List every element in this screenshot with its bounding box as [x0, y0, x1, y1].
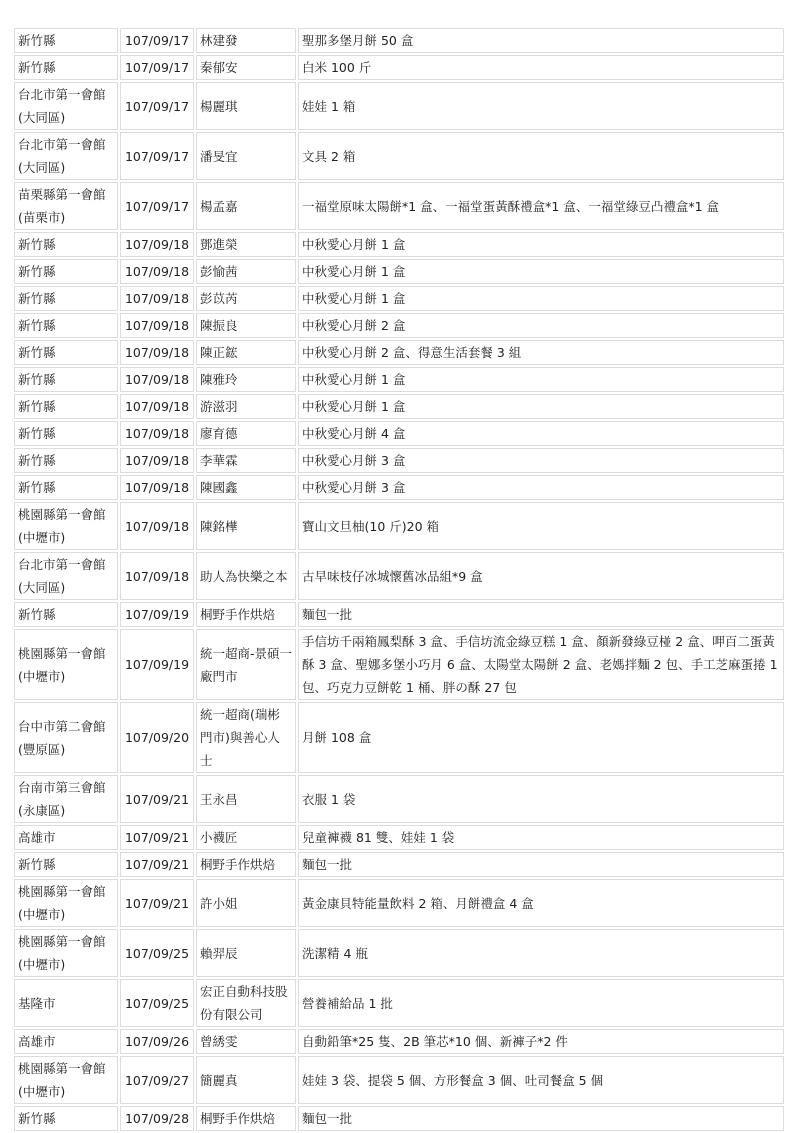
cell-organization: 新竹縣	[14, 602, 118, 627]
cell-date: 107/09/18	[120, 552, 194, 600]
cell-donor: 桐野手作烘焙	[196, 852, 296, 877]
donation-table	[12, 26, 786, 1133]
donation-table-body	[14, 28, 784, 1131]
cell-organization: 桃園縣第一會館(中壢市)	[14, 629, 118, 700]
cell-donor: 宏正自動科技股份有限公司	[196, 979, 296, 1027]
cell-items: 麵包一批	[298, 852, 784, 877]
table-row	[14, 28, 784, 53]
cell-date: 107/09/17	[120, 28, 194, 53]
cell-date: 107/09/18	[120, 394, 194, 419]
cell-donor: 秦郁安	[196, 55, 296, 80]
table-row	[14, 259, 784, 284]
cell-donor: 陳國鑫	[196, 475, 296, 500]
cell-date: 107/09/18	[120, 286, 194, 311]
table-row	[14, 313, 784, 338]
cell-items: 中秋愛心月餅 2 盒	[298, 313, 784, 338]
cell-date: 107/09/19	[120, 602, 194, 627]
cell-items: 寶山文旦柚(10 斤)20 箱	[298, 502, 784, 550]
cell-items: 兒童褲襪 81 雙、娃娃 1 袋	[298, 825, 784, 850]
table-row	[14, 825, 784, 850]
cell-donor: 楊麗琪	[196, 82, 296, 130]
cell-donor: 陳正鋐	[196, 340, 296, 365]
cell-organization: 桃園縣第一會館(中壢市)	[14, 502, 118, 550]
cell-organization: 新竹縣	[14, 286, 118, 311]
cell-items: 營養補給品 1 批	[298, 979, 784, 1027]
cell-donor: 助人為快樂之本	[196, 552, 296, 600]
cell-date: 107/09/18	[120, 475, 194, 500]
table-row	[14, 552, 784, 600]
cell-donor: 許小姐	[196, 879, 296, 927]
cell-donor: 游滋羽	[196, 394, 296, 419]
cell-items: 中秋愛心月餅 1 盒	[298, 394, 784, 419]
cell-date: 107/09/21	[120, 852, 194, 877]
table-row	[14, 1029, 784, 1054]
cell-organization: 桃園縣第一會館(中壢市)	[14, 929, 118, 977]
cell-date: 107/09/25	[120, 979, 194, 1027]
cell-date: 107/09/17	[120, 182, 194, 230]
table-row	[14, 55, 784, 80]
cell-donor: 桐野手作烘焙	[196, 1106, 296, 1131]
cell-date: 107/09/18	[120, 259, 194, 284]
cell-organization: 新竹縣	[14, 367, 118, 392]
cell-items: 手信坊千兩箱鳳梨酥 3 盒、手信坊流金綠豆糕 1 盒、顏新發綠豆椪 2 盒、呷百二蛋黃酥 3 盒、聖娜多堡小巧月 6 盒、太陽堂太陽餅 2 盒、老媽拌麵 2 包、手工芝麻蛋捲 1 包、巧克力豆餅乾 1 桶、胖の酥 27 包	[298, 629, 784, 700]
cell-organization: 新竹縣	[14, 448, 118, 473]
cell-organization: 新竹縣	[14, 1106, 118, 1131]
cell-items: 衣服 1 袋	[298, 775, 784, 823]
cell-date: 107/09/17	[120, 132, 194, 180]
cell-donor: 桐野手作烘焙	[196, 602, 296, 627]
cell-items: 麵包一批	[298, 1106, 784, 1131]
cell-date: 107/09/18	[120, 448, 194, 473]
cell-donor: 統一超商-景碩一廠門市	[196, 629, 296, 700]
cell-organization: 高雄市	[14, 1029, 118, 1054]
cell-items: 麵包一批	[298, 602, 784, 627]
cell-items: 中秋愛心月餅 1 盒	[298, 367, 784, 392]
table-row	[14, 1056, 784, 1104]
cell-donor: 潘旻宜	[196, 132, 296, 180]
cell-date: 107/09/21	[120, 775, 194, 823]
cell-organization: 新竹縣	[14, 55, 118, 80]
table-row	[14, 475, 784, 500]
cell-organization: 新竹縣	[14, 340, 118, 365]
cell-date: 107/09/25	[120, 929, 194, 977]
table-row	[14, 132, 784, 180]
table-row	[14, 929, 784, 977]
cell-date: 107/09/18	[120, 367, 194, 392]
cell-date: 107/09/18	[120, 421, 194, 446]
cell-organization: 苗栗縣第一會館(苗栗市)	[14, 182, 118, 230]
cell-donor: 陳振良	[196, 313, 296, 338]
cell-items: 娃娃 3 袋、提袋 5 個、方形餐盒 3 個、吐司餐盒 5 個	[298, 1056, 784, 1104]
cell-organization: 新竹縣	[14, 232, 118, 257]
table-row	[14, 602, 784, 627]
cell-date: 107/09/21	[120, 825, 194, 850]
cell-donor: 統一超商(瑞彬門市)與善心人士	[196, 702, 296, 773]
table-row	[14, 775, 784, 823]
cell-date: 107/09/17	[120, 55, 194, 80]
cell-date: 107/09/18	[120, 232, 194, 257]
cell-donor: 楊孟嘉	[196, 182, 296, 230]
cell-donor: 鄧進榮	[196, 232, 296, 257]
cell-date: 107/09/18	[120, 340, 194, 365]
cell-date: 107/09/28	[120, 1106, 194, 1131]
table-row	[14, 182, 784, 230]
cell-items: 中秋愛心月餅 3 盒	[298, 448, 784, 473]
cell-donor: 彭苡芮	[196, 286, 296, 311]
table-row	[14, 448, 784, 473]
cell-organization: 新竹縣	[14, 394, 118, 419]
cell-organization: 高雄市	[14, 825, 118, 850]
cell-donor: 賴羿辰	[196, 929, 296, 977]
cell-donor: 陳銘樺	[196, 502, 296, 550]
cell-organization: 新竹縣	[14, 259, 118, 284]
cell-organization: 新竹縣	[14, 313, 118, 338]
cell-items: 中秋愛心月餅 4 盒	[298, 421, 784, 446]
cell-organization: 新竹縣	[14, 421, 118, 446]
cell-items: 中秋愛心月餅 1 盒	[298, 259, 784, 284]
table-row	[14, 702, 784, 773]
table-row	[14, 82, 784, 130]
table-row	[14, 879, 784, 927]
table-row	[14, 232, 784, 257]
cell-date: 107/09/27	[120, 1056, 194, 1104]
cell-organization: 台南市第三會館(永康區)	[14, 775, 118, 823]
cell-donor: 廖育德	[196, 421, 296, 446]
cell-organization: 台北市第一會館(大同區)	[14, 552, 118, 600]
cell-organization: 新竹縣	[14, 852, 118, 877]
cell-organization: 桃園縣第一會館(中壢市)	[14, 879, 118, 927]
cell-donor: 曾綉雯	[196, 1029, 296, 1054]
cell-items: 古早味枝仔冰城懷舊冰品組*9 盒	[298, 552, 784, 600]
cell-date: 107/09/26	[120, 1029, 194, 1054]
cell-items: 洗潔精 4 瓶	[298, 929, 784, 977]
table-row	[14, 1106, 784, 1131]
cell-donor: 小襪匠	[196, 825, 296, 850]
cell-items: 白米 100 斤	[298, 55, 784, 80]
table-row	[14, 852, 784, 877]
table-row	[14, 629, 784, 700]
cell-items: 月餅 108 盒	[298, 702, 784, 773]
cell-organization: 基隆市	[14, 979, 118, 1027]
cell-donor: 王永昌	[196, 775, 296, 823]
cell-donor: 簡麗真	[196, 1056, 296, 1104]
cell-date: 107/09/20	[120, 702, 194, 773]
cell-date: 107/09/18	[120, 313, 194, 338]
cell-date: 107/09/19	[120, 629, 194, 700]
cell-items: 中秋愛心月餅 1 盒	[298, 232, 784, 257]
table-row	[14, 979, 784, 1027]
cell-donor: 林建發	[196, 28, 296, 53]
cell-items: 自動鉛筆*25 隻、2B 筆芯*10 個、新褲子*2 件	[298, 1029, 784, 1054]
table-row	[14, 394, 784, 419]
cell-items: 中秋愛心月餅 2 盒、得意生活套餐 3 組	[298, 340, 784, 365]
table-row	[14, 421, 784, 446]
cell-organization: 台北市第一會館(大同區)	[14, 132, 118, 180]
cell-donor: 李華霖	[196, 448, 296, 473]
cell-organization: 台北市第一會館(大同區)	[14, 82, 118, 130]
cell-organization: 新竹縣	[14, 28, 118, 53]
table-row	[14, 367, 784, 392]
cell-organization: 桃園縣第一會館(中壢市)	[14, 1056, 118, 1104]
donation-table-container	[12, 26, 786, 1133]
cell-items: 文具 2 箱	[298, 132, 784, 180]
cell-organization: 台中市第二會館(豐原區)	[14, 702, 118, 773]
cell-items: 聖那多堡月餅 50 盒	[298, 28, 784, 53]
cell-items: 中秋愛心月餅 1 盒	[298, 286, 784, 311]
cell-donor: 彭愉茜	[196, 259, 296, 284]
cell-donor: 陳雅玲	[196, 367, 296, 392]
table-row	[14, 502, 784, 550]
cell-items: 一福堂原味太陽餅*1 盒、一福堂蛋黃酥禮盒*1 盒、一福堂綠豆凸禮盒*1 盒	[298, 182, 784, 230]
cell-organization: 新竹縣	[14, 475, 118, 500]
cell-date: 107/09/21	[120, 879, 194, 927]
cell-date: 107/09/17	[120, 82, 194, 130]
table-row	[14, 286, 784, 311]
cell-items: 黃金康貝特能量飲料 2 箱、月餅禮盒 4 盒	[298, 879, 784, 927]
cell-items: 娃娃 1 箱	[298, 82, 784, 130]
cell-items: 中秋愛心月餅 3 盒	[298, 475, 784, 500]
table-row	[14, 340, 784, 365]
cell-date: 107/09/18	[120, 502, 194, 550]
